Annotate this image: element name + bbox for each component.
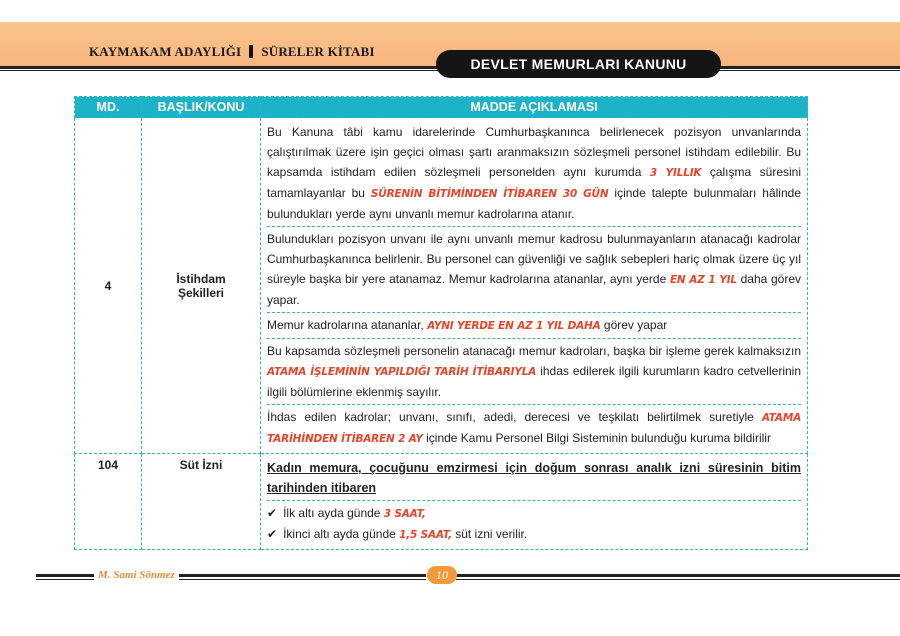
highlight: SÜRENİN BİTİMİNDEN İTİBAREN 30 GÜN <box>370 188 609 200</box>
col-header-md: MD. <box>75 97 142 118</box>
article-title: Süt İzni <box>142 454 261 550</box>
text: görev yapar <box>600 318 668 332</box>
article-number: 104 <box>75 454 142 550</box>
paragraph <box>267 338 801 404</box>
highlight: 1,5 SAAT, <box>399 529 452 541</box>
article-description <box>261 118 808 454</box>
text: Memur kadrolarına atananlar, <box>267 318 428 332</box>
table-row <box>75 118 808 454</box>
article-description <box>261 454 808 550</box>
footer-rule-right <box>456 574 900 577</box>
book-title <box>89 44 375 60</box>
book-title-part1: KAYMAKAM ADAYLIĞI <box>89 44 242 59</box>
list-item <box>267 503 801 524</box>
separator <box>249 45 253 58</box>
checkmark-icon: ✔ <box>267 506 278 520</box>
list-item <box>267 524 801 545</box>
article-title-line2: Şekilleri <box>177 285 225 300</box>
text: çalışma süresini tamamlayanlar bu <box>267 165 801 200</box>
page-number: 10 <box>427 566 457 584</box>
text: İlk altı ayda günde <box>283 506 384 520</box>
lead-text: Kadın memura, çocuğunu emzirmesi için doğum sonrası analık izni süresinin bitim tarihinden itibaren <box>267 461 801 495</box>
text: içinde talepte bulunmaları hâlinde bulundukları yerde aynı unvanlı memur kadrolarına atanır. <box>267 186 801 221</box>
articles-table <box>74 96 808 550</box>
highlight: 3 SAAT, <box>383 508 426 520</box>
paragraph <box>267 120 801 226</box>
author-name: M. Sami Sönmez <box>94 569 179 581</box>
paragraph <box>267 226 801 312</box>
col-header-title: BAŞLIK/KONU <box>142 97 261 118</box>
paragraph <box>267 500 801 547</box>
highlight: 3 YILLIK <box>649 167 702 179</box>
article-title-line1: İstihdam <box>176 271 226 286</box>
book-title-part2: SÜRELER KİTABI <box>261 44 375 59</box>
highlight: AYNI YERDE EN AZ 1 YIL DAHA <box>427 320 601 332</box>
article-title <box>142 118 261 454</box>
article-number: 4 <box>75 118 142 454</box>
text: süt izni verilir. <box>451 527 528 541</box>
text: Bulundukları pozisyon unvanı ile aynı unvanlı memur kadrosu bulunmayanların atanacağı kadrolar Cumhurbaşkanınca belirlenir. Bu personel can güvenliği ve sağlık sebepleri hariç olmak üzere üç yıl süreyle başka bir yere atanamaz. Memur kadrolarına atananlar, aynı yerde <box>267 232 801 286</box>
text: İkinci altı ayda günde <box>283 527 400 541</box>
text: İhdas edilen kadrolar; unvanı, sınıfı, adedi, derecesi ve teşkilatı belirtilmek suretiyle <box>267 410 762 424</box>
paragraph <box>267 404 801 451</box>
table-row <box>75 454 808 550</box>
footer-rule-right-thin <box>456 579 900 580</box>
highlight: ATAMA TARİHİNDEN İTİBAREN 2 AY <box>267 412 801 445</box>
highlight: EN AZ 1 YIL <box>669 274 737 286</box>
text: Bu Kanuna tâbi kamu idarelerinde Cumhurbaşkanınca belirlenecek pozisyon unvanlarında çalıştırılmak üzere işin geçici olması şartı aranmaksızın sözleşmeli personel istihdam edilebilir. Bu kapsamda istihdam edilen sözleşmeli personelden aynı kurumda <box>267 125 801 179</box>
paragraph <box>267 312 801 338</box>
text: Bu kapsamda sözleşmeli personelin atanacağı memur kadroları, başka bir işleme gerek kalmaksızın <box>267 344 801 358</box>
table-header-row <box>75 97 808 118</box>
text: içinde Kamu Personel Bilgi Sisteminin bulunduğu kuruma bildirilir <box>422 431 771 445</box>
text: daha görev yapar. <box>267 272 801 307</box>
col-header-description: MADDE AÇIKLAMASI <box>261 97 808 118</box>
paragraph <box>267 456 801 500</box>
checkmark-icon: ✔ <box>267 527 278 541</box>
text: ihdas edilerek ilgili kurumların kadro cetvellerinin ilgili bölümlerine eklenmiş sayılır. <box>267 364 801 399</box>
highlight: ATAMA İŞLEMİNİN YAPILDIĞI TARİH İTİBARIYLA <box>267 366 537 378</box>
section-title-pill: DEVLET MEMURLARI KANUNU <box>436 50 721 78</box>
